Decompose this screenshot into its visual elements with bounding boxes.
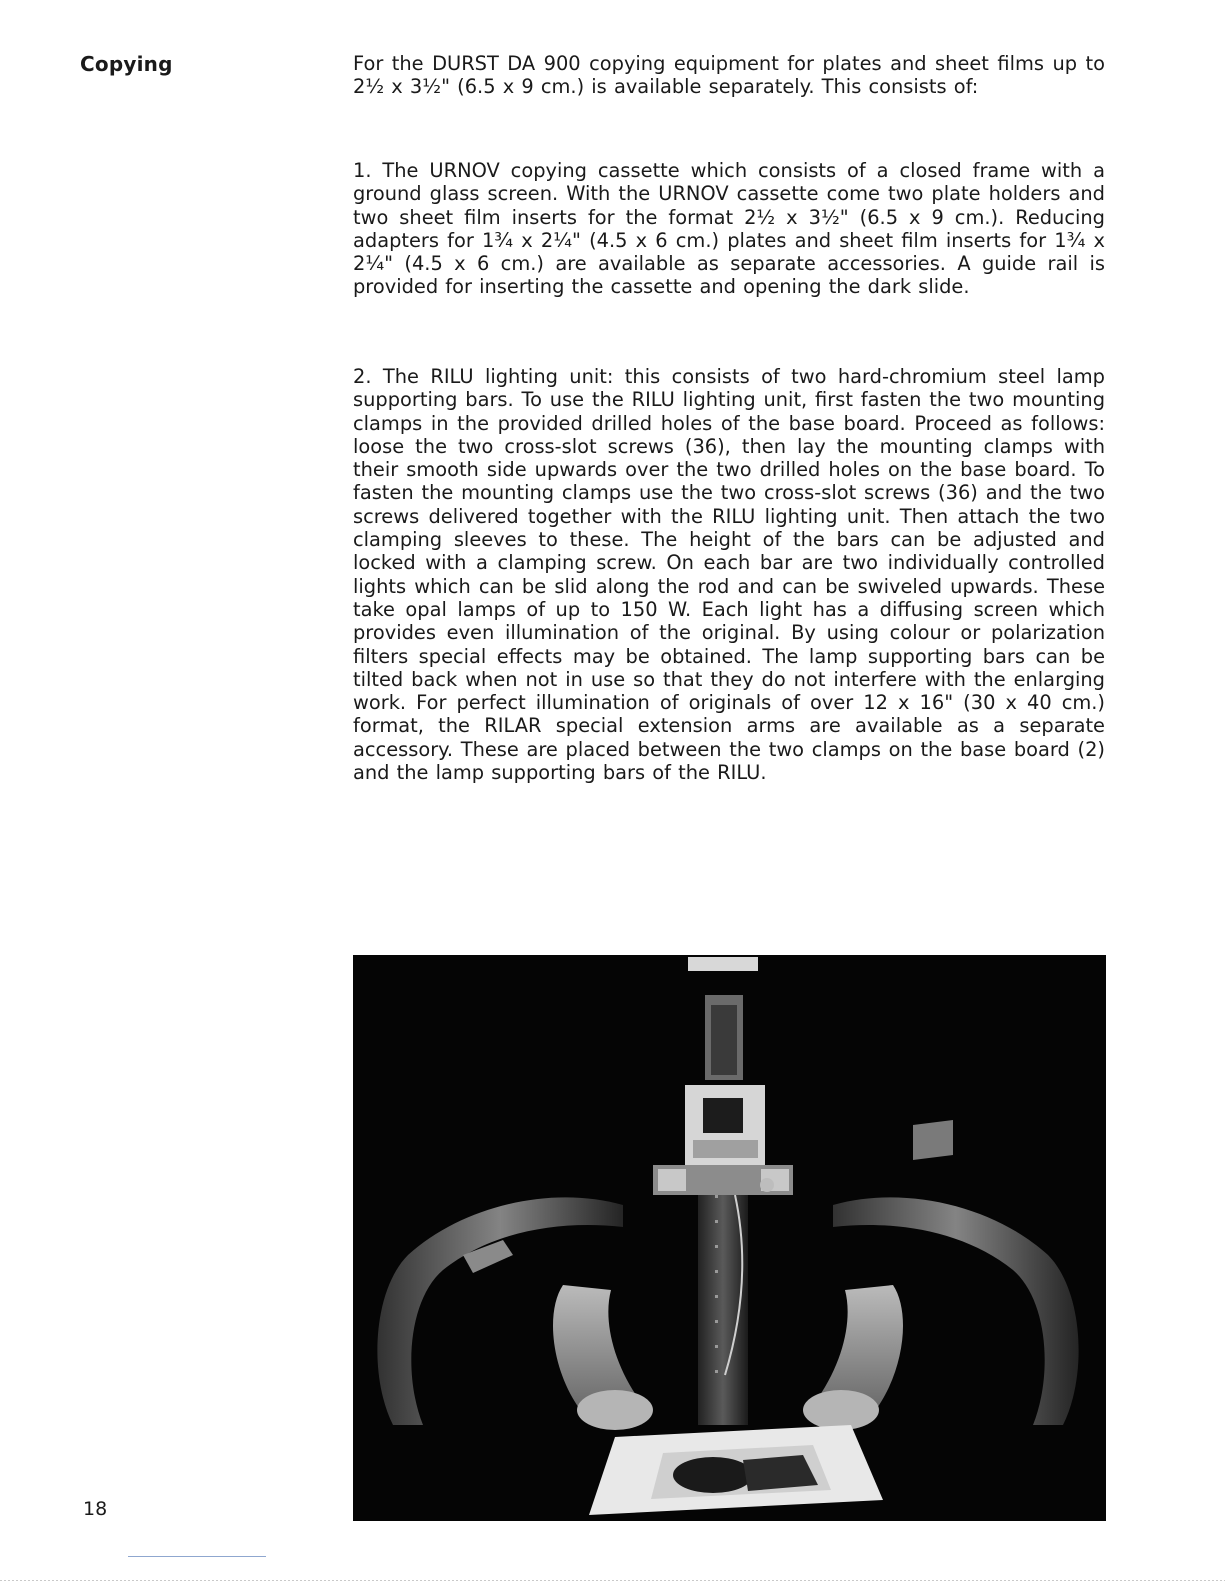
bottom-rule	[0, 1580, 1225, 1581]
urnov-paragraph-block	[353, 159, 1105, 299]
section-heading: Copying	[80, 52, 173, 76]
scan-mark	[128, 1556, 266, 1557]
intro-paragraph: For the DURST DA 900 copying equipment for plates and sheet films up to 2½ x 3½" (6.5 x 9 cm.) is available separately. This consists of:	[353, 52, 1105, 99]
urnov-cassette-paragraph: 1. The URNOV copying cassette which consists of a closed frame with a ground glass screen. With the URNOV cassette come two plate holders and two sheet film inserts for the format 2½ x 3½" (6.5 x 9 cm.). Reducing adapters for 1¾ x 2¼" (4.5 x 6 cm.) plates and sheet film inserts for 1¾ x 2¼" (4.5 x 6 cm.) are available as separate accessories. A guide rail is provided for inserting the cassette and opening the dark slide.	[353, 159, 1105, 299]
page-number: 18	[83, 1498, 108, 1520]
rilu-paragraph-block	[353, 365, 1105, 784]
intro-paragraph-block	[353, 52, 1105, 99]
enlarger-illustration	[353, 955, 1106, 1521]
enlarger-photo	[353, 955, 1106, 1521]
rilu-lighting-paragraph: 2. The RILU lighting unit: this consists of two hard-chromium steel lamp supporting bars. To use the RILU lighting unit, first fasten the two mounting clamps in the provided drilled holes of the base board. Proceed as follows: loose the two cross-slot screws (36), then lay the mounting clamps with their smooth side upwards over the two drilled holes on the base board. To fasten the mounting clamps use the two cross-slot screws (36) and the two screws delivered together with the RILU lighting unit. Then attach the two clamping sleeves to these. The height of the bars can be adjusted and locked with a clamping screw. On each bar are two individually controlled lights which can be slid along the rod and can be swiveled upwards. These take opal lamps of up to 150 W. Each light has a diffusing screen which provides even illumination of the original. By using colour or polarization filters special effects may be obtained. The lamp supporting bars can be tilted back when not in use so that they do not interfere with the enlarging work. For perfect illumination of originals of over 12 x 16" (30 x 40 cm.) format, the RILAR special extension arms are available as a separate accessory. These are placed between the two clamps on the base board (2) and the lamp supporting bars of the RILU.	[353, 365, 1105, 785]
